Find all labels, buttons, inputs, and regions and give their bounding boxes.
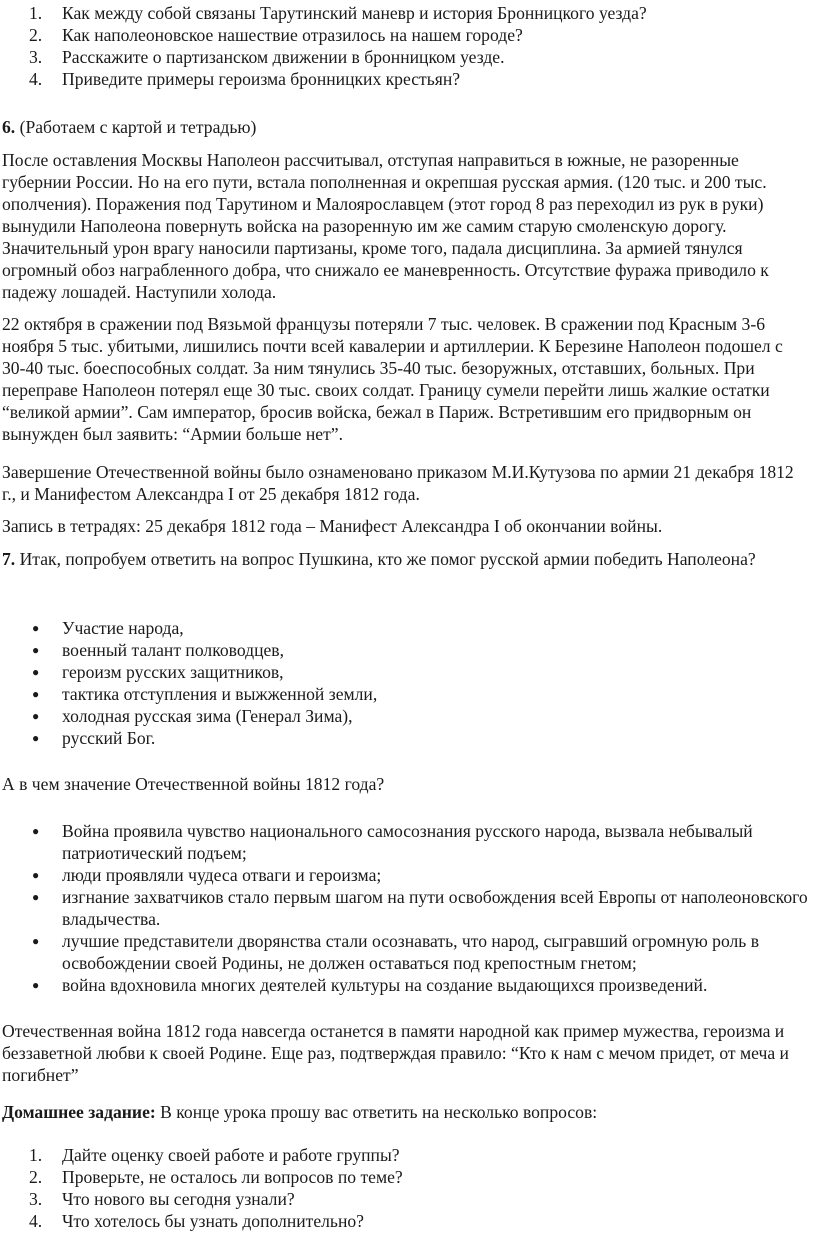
list-text: Дайте оценку своей работе и работе группы? [62,1145,400,1165]
list-item [0,661,816,683]
section-number: 7. [2,549,16,569]
section-number: 6. [2,117,16,137]
list-item [0,68,816,90]
list-number: 4. [29,69,43,89]
question-list-1 [0,2,816,90]
bullet-icon: ● [32,824,40,838]
paragraph: 22 октября в сражении под Вязьмой французы потеряли 7 тыс. человек. В сражении под Красным 3-6 ноября 5 тыс. убитыми, лишились почти всей кавалерии и артиллерии. К Березине Наполеон подошел с 30-40 тыс. боеспособных солдат. За ним тянулись 35-40 тыс. безоружных, отставших, больных. При переправе Наполеон потерял еще 30 тыс. своих солдат. Границу сумели перейти лишь жалкие остатки “великой армии”. Сам император, бросив войска, бежал в Париж. Встретившим его придворным он вынужден был заявить: “Армии больше нет”. [2,314,783,444]
list-item [0,864,816,886]
list-text: Что нового вы сегодня узнали? [62,1189,295,1209]
homework-question-list [0,1144,816,1232]
paragraph: Запись в тетрадях: 25 декабря 1812 года – Манифест Александра I об окончании войны. [2,516,663,536]
section-6-heading [0,116,816,138]
list-text: Участие народа, [62,618,184,638]
list-number: 3. [29,47,43,67]
question-text: Итак, попробуем ответить на вопрос Пушкина, кто же помог русской армии победить Наполеона? [15,549,756,569]
list-number: 2. [29,1167,43,1187]
homework-text: В конце урока прошу вас ответить на несколько вопросов: [155,1102,598,1122]
bullet-icon: ● [32,621,40,635]
list-text: Война проявила чувство национального самосознания русского народа, вызвала небывалый патриотический подъем; [62,821,753,863]
list-text: русский Бог. [62,728,156,748]
list-item [0,1166,816,1188]
paragraph: Завершение Отечественной войны было ознаменовано приказом М.И.Кутузова по армии 21 декабря 1812 г., и Манифестом Александра I от 25 декабря 1812 года. [2,462,794,504]
list-text: военный талант полководцев, [62,640,285,660]
bullet-icon: ● [32,731,40,745]
list-item [0,2,816,24]
answer-bullet-list [0,617,816,749]
homework-label: Домашнее задание: [2,1102,156,1122]
list-text: Приведите примеры героизма бронницких крестьян? [62,69,461,89]
bullet-icon: ● [32,978,40,992]
list-item [0,46,816,68]
bullet-icon: ● [32,890,40,904]
question-2: А в чем значение Отечественной войны 1812 года? [2,774,385,794]
bullet-icon: ● [32,665,40,679]
list-number: 3. [29,1189,43,1209]
list-text: Расскажите о партизанском движении в бронницком уезде. [62,47,505,67]
list-item [0,617,816,639]
bullet-icon: ● [32,687,40,701]
list-number: 1. [29,1145,43,1165]
list-item [0,24,816,46]
list-text: изгнание захватчиков стало первым шагом на пути освобождения всей Европы от наполеоновского владычества. [62,887,808,929]
list-text: Как наполеоновское нашествие отразилось на нашем городе? [62,25,523,45]
significance-bullet-list [0,820,816,996]
list-item [0,1188,816,1210]
list-item [0,727,816,749]
homework-heading [0,1101,816,1123]
bullet-icon: ● [32,643,40,657]
list-text: война вдохновила многих деятелей культуры на создание выдающихся произведений. [62,975,708,995]
bullet-icon: ● [32,709,40,723]
list-text: люди проявляли чудеса отваги и героизма; [62,865,382,885]
section-heading-text: (Работаем с картой и тетрадью) [15,117,257,137]
list-text: Что хотелось бы узнать дополнительно? [62,1211,364,1231]
list-text: Проверьте, не осталось ли вопросов по теме? [62,1167,403,1187]
list-text: героизм русских защитников, [62,662,284,682]
list-item [0,705,816,727]
list-number: 1. [29,3,43,23]
list-item [0,930,816,974]
list-item [0,639,816,661]
bullet-icon: ● [32,934,40,948]
list-item [0,683,816,705]
list-text: лучшие представители дворянства стали осознавать, что народ, сыгравший огромную роль в освобождении своей Родины, не должен оставаться под крепостным гнетом; [62,931,760,973]
list-item [0,974,816,996]
closing-paragraph: Отечественная война 1812 года навсегда останется в памяти народной как пример мужества, героизма и беззаветной любви к своей Родине. Еще раз, подтверждая правило: “Кто к нам с мечом придет, от меча и погибнет” [2,1021,789,1085]
paragraph: После оставления Москвы Наполеон рассчитывал, отступая направиться в южные, не разоренные губернии России. Но на его пути, встала пополненная и окрепшая русская армия. (120 тыс. и 200 тыс. ополчения). Поражения под Тарутином и Малоярославцем (этот город 8 раз переходил из рук в руки) вынудили Наполеона повернуть войска на разоренную им же самим старую смоленскую дорогу. Значительный урон врагу наносили партизаны, кроме того, падала дисциплина. За армией тянулся огромный обоз награбленного добра, что снижало ее маневренность. Отсутствие фуража приводило к падежу лошадей. Наступили холода. [2,150,769,302]
list-text: тактика отступления и выжженной земли, [62,684,378,704]
list-text: Как между собой связаны Тарутинский маневр и история Бронницкого уезда? [62,3,647,23]
list-item [0,886,816,930]
bullet-icon: ● [32,868,40,882]
list-item [0,820,816,864]
list-text: холодная русская зима (Генерал Зима), [62,706,353,726]
section-7-question [0,548,816,570]
list-item [0,1144,816,1166]
list-number: 2. [29,25,43,45]
list-number: 4. [29,1211,43,1231]
list-item [0,1210,816,1232]
